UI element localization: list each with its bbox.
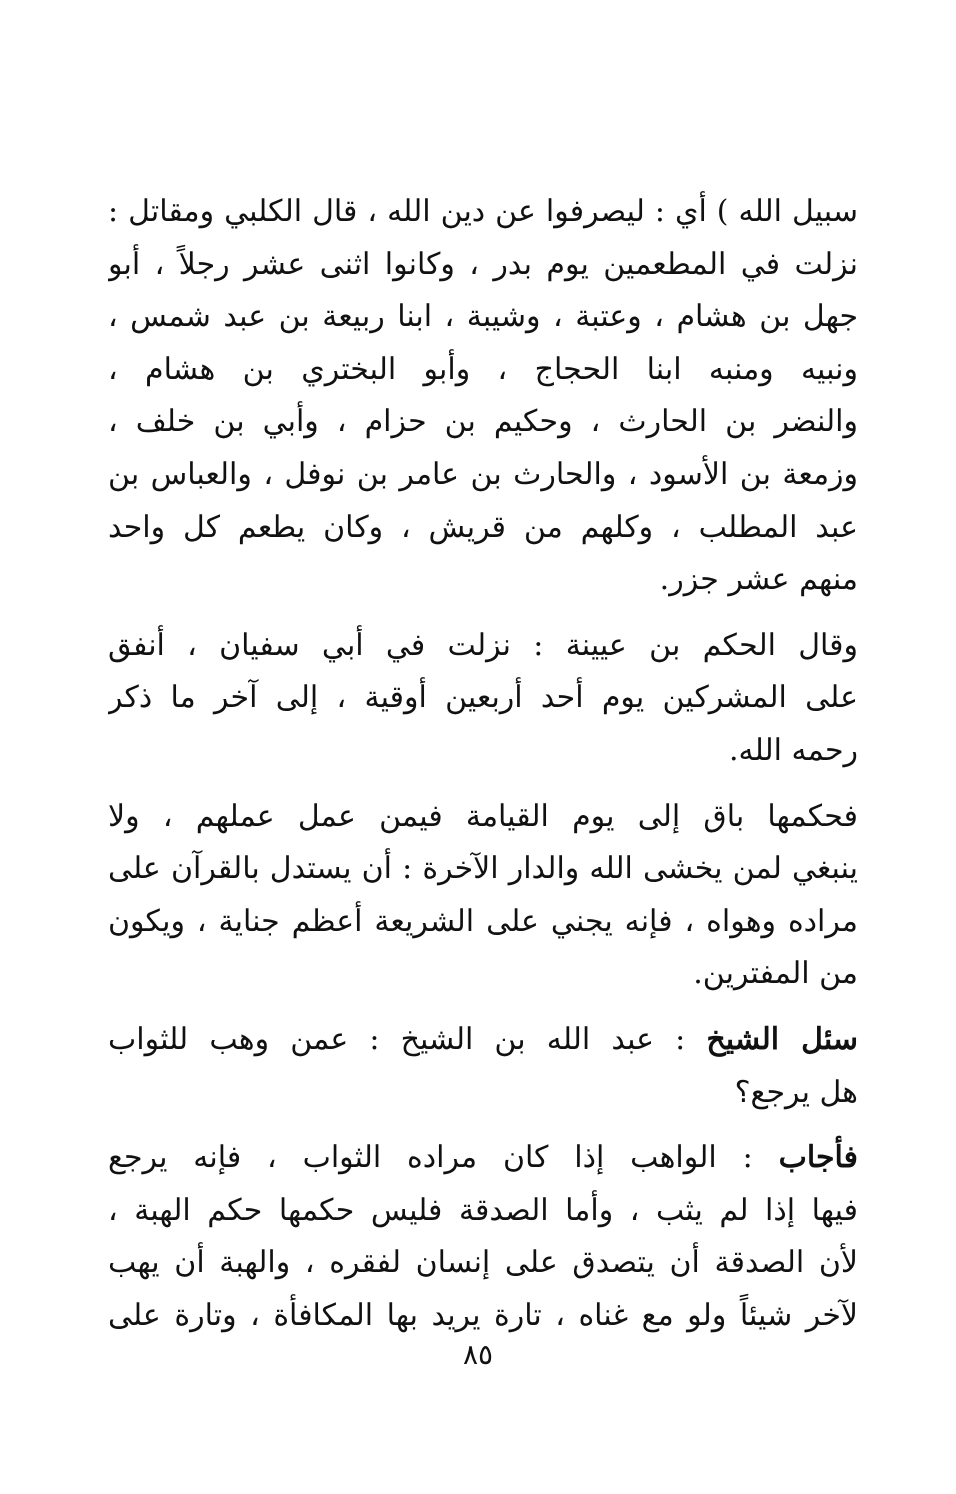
question-paragraph — [108, 1014, 858, 1119]
body-text — [108, 186, 858, 1342]
text-line: نزلت في المطعمين يوم بدر ، وكانوا اثنى عشر رجلاً ، أبو — [108, 246, 858, 282]
text-line: عبد المطلب ، وكلهم من قريش ، وكان يطعم كل واحد — [108, 509, 858, 545]
paragraph — [108, 620, 858, 778]
text-line — [108, 1132, 858, 1185]
answer-text: : الواهب إذا كان مراده الثواب ، فإنه يرجع — [108, 1140, 779, 1176]
page-number: ٨٥ — [462, 1338, 494, 1371]
paragraph — [108, 791, 858, 1001]
answer-lead: فأجاب — [778, 1140, 858, 1176]
text-line: وقال الحكم بن عيينة : نزلت في أبي سفيان ، أنفق — [108, 627, 858, 663]
text-line: سبيل الله ) أي : ليصرفوا عن دين الله ، قال الكلبي ومقاتل : — [108, 194, 858, 229]
text-line: جهل بن هشام ، وعتبة ، وشيبة ، ابنا ربيعة بن عبد شمس ، — [108, 299, 858, 335]
question-text: : عبد الله بن الشيخ : عمن وهب للثواب — [108, 1021, 707, 1057]
text-line: ونبيه ومنبه ابنا الحجاج ، وأبو البختري بن هشام ، — [108, 351, 858, 387]
text-line: منهم عشر جزر. — [659, 562, 858, 598]
text-line: لآخر شيئاً ولو مع غناه ، تارة يريد بها المكافأة ، وتارة على — [108, 1297, 858, 1333]
text-line: ينبغي لمن يخشى الله والدار الآخرة : أن يستدل بالقرآن على — [108, 851, 858, 887]
question-lead: سئل الشيخ — [706, 1021, 858, 1057]
text-line: فحكمها باق إلى يوم القيامة فيمن عمل عملهم ، ولا — [108, 798, 858, 834]
text-line: فيها إذا لم يثب ، وأما الصدقة فليس حكمها حكم الهبة ، — [108, 1192, 858, 1228]
text-line — [108, 1014, 858, 1067]
text-line: على المشركين يوم أحد أربعين أوقية ، إلى آخر ما ذكر — [108, 680, 858, 716]
text-line: رحمه الله. — [728, 732, 858, 768]
text-line: مراده وهواه ، فإنه يجني على الشريعة أعظم جناية ، ويكون — [108, 903, 858, 939]
text-line: من المفترين. — [693, 956, 858, 992]
text-line: والنضر بن الحارث ، وحكيم بن حزام ، وأبي بن خلف ، — [108, 404, 858, 440]
answer-paragraph — [108, 1132, 858, 1342]
text-line: وزمعة بن الأسود ، والحارث بن عامر بن نوفل ، والعباس بن — [108, 456, 858, 492]
paragraph — [108, 186, 858, 607]
text-line: لأن الصدقة أن يتصدق على إنسان لفقره ، والهبة أن يهب — [108, 1245, 858, 1281]
text-line: هل يرجع؟ — [734, 1074, 858, 1110]
